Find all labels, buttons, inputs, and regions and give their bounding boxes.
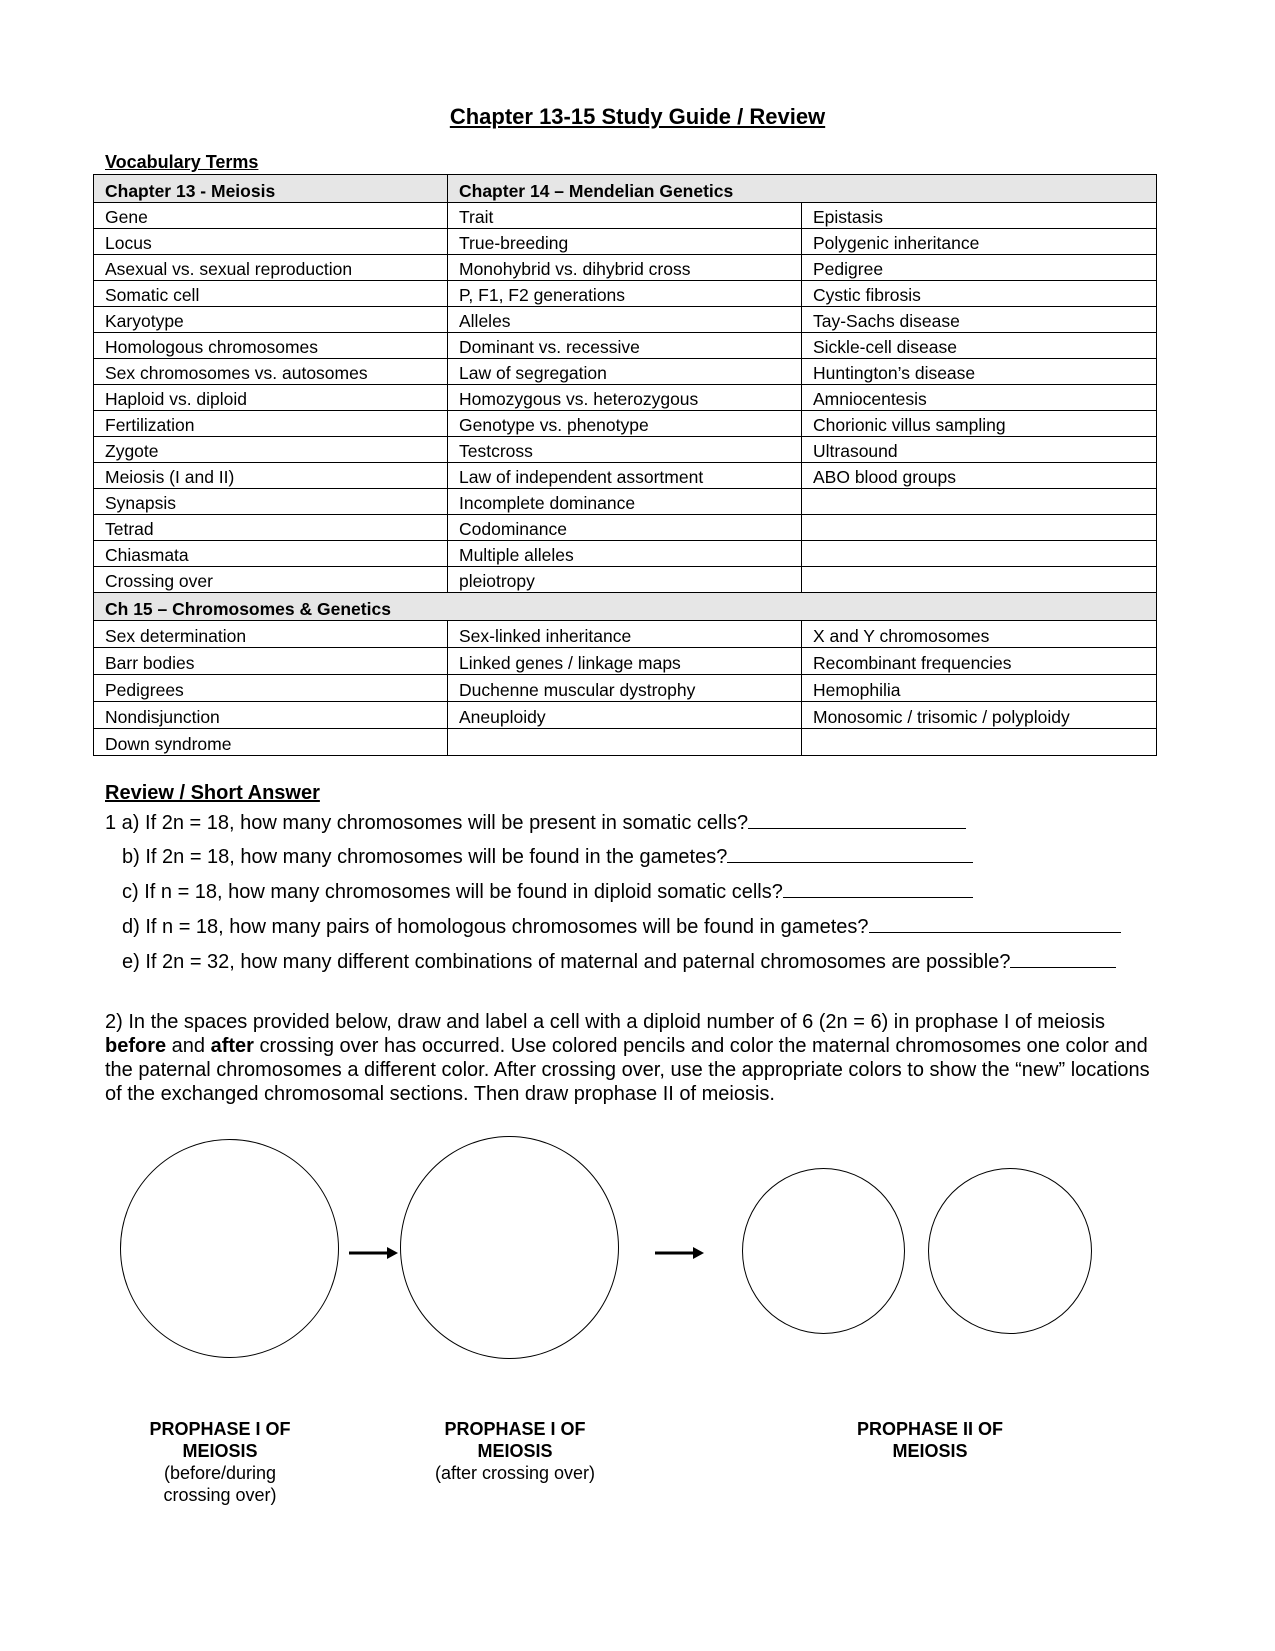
- table-cell: Hemophilia: [802, 675, 1157, 702]
- question-1c-text: c) If n = 18, how many chromosomes will be found in diploid somatic cells?: [122, 881, 783, 903]
- caption-1-note: (before/during: [163, 1463, 277, 1483]
- table-cell: Epistasis: [802, 203, 1157, 229]
- question-2-and: and: [166, 1035, 211, 1057]
- caption-1-note-2: crossing over): [163, 1485, 277, 1505]
- table-cell: Karyotype: [94, 307, 448, 333]
- caption-3-title: PROPHASE II OF: [856, 1419, 1004, 1439]
- table-row: [94, 437, 1157, 463]
- question-1e-text: e) If 2n = 32, how many different combinations of maternal and paternal chromosomes are possible?: [122, 951, 1011, 973]
- table-row: [94, 463, 1157, 489]
- question-1c: [122, 877, 973, 904]
- table-cell: Synapsis: [94, 489, 448, 515]
- table-cell: Gene: [94, 203, 448, 229]
- table-cell: Tetrad: [94, 515, 448, 541]
- table-row: [94, 729, 1157, 756]
- table-cell: [802, 515, 1157, 541]
- table-cell: Dominant vs. recessive: [448, 333, 802, 359]
- table-cell: Cystic fibrosis: [802, 281, 1157, 307]
- caption-3-title-2: MEIOSIS: [892, 1441, 968, 1461]
- question-2-before: before: [105, 1035, 167, 1057]
- caption-1-title: PROPHASE I OF: [149, 1419, 291, 1439]
- question-2-after: after: [210, 1035, 254, 1057]
- table-cell: Law of independent assortment: [448, 463, 802, 489]
- drawing-circle-prophase-2-cell-1[interactable]: [742, 1168, 905, 1334]
- drawing-circle-prophase-2-cell-2[interactable]: [928, 1168, 1092, 1334]
- question-1d-text: d) If n = 18, how many pairs of homologous chromosomes will be found in gametes?: [122, 916, 869, 938]
- answer-blank-1e[interactable]: [1010, 947, 1116, 968]
- table-row: [94, 621, 1157, 648]
- table-cell: Down syndrome: [94, 729, 448, 756]
- question-2: [105, 1010, 1165, 1106]
- ch15-header: Ch 15 – Chromosomes & Genetics: [94, 593, 1157, 621]
- table-cell: X and Y chromosomes: [802, 621, 1157, 648]
- caption-2-title-2: MEIOSIS: [477, 1441, 553, 1461]
- table-cell: [802, 729, 1157, 756]
- table-cell: Sex-linked inheritance: [448, 621, 802, 648]
- table-cell: Alleles: [448, 307, 802, 333]
- table-cell: Chiasmata: [94, 541, 448, 567]
- caption-prophase-2: [830, 1418, 1030, 1462]
- ch14-header: Chapter 14 – Mendelian Genetics: [448, 175, 1157, 203]
- table-cell: Zygote: [94, 437, 448, 463]
- question-1a-text: 1 a) If 2n = 18, how many chromosomes will be present in somatic cells?: [105, 812, 749, 834]
- table-row: [94, 411, 1157, 437]
- table-row: [94, 567, 1157, 593]
- table-cell: Barr bodies: [94, 648, 448, 675]
- table-cell: Linked genes / linkage maps: [448, 648, 802, 675]
- table-cell: Multiple alleles: [448, 541, 802, 567]
- table-cell: [802, 489, 1157, 515]
- arrow-icon: [349, 1246, 399, 1260]
- table-cell: Ultrasound: [802, 437, 1157, 463]
- question-1b-text: b) If 2n = 18, how many chromosomes will be found in the gametes?: [122, 846, 728, 868]
- question-1b: [122, 842, 973, 869]
- table-row: [94, 385, 1157, 411]
- table-cell: Tay-Sachs disease: [802, 307, 1157, 333]
- question-1e: [122, 947, 1116, 974]
- table-cell: Trait: [448, 203, 802, 229]
- table-row: [94, 255, 1157, 281]
- table-cell: [802, 541, 1157, 567]
- table-cell: Duchenne muscular dystrophy: [448, 675, 802, 702]
- table-header-row: [94, 593, 1157, 621]
- table-row: [94, 333, 1157, 359]
- table-cell: Polygenic inheritance: [802, 229, 1157, 255]
- page-title: Chapter 13-15 Study Guide / Review: [449, 104, 826, 129]
- table-cell: Amniocentesis: [802, 385, 1157, 411]
- table-cell: Recombinant frequencies: [802, 648, 1157, 675]
- table-cell: [448, 729, 802, 756]
- table-cell: Homozygous vs. heterozygous: [448, 385, 802, 411]
- table-row: [94, 648, 1157, 675]
- table-cell: Sex chromosomes vs. autosomes: [94, 359, 448, 385]
- answer-blank-1a[interactable]: [748, 808, 966, 829]
- table-cell: Somatic cell: [94, 281, 448, 307]
- table-row: [94, 702, 1157, 729]
- table-cell: [802, 567, 1157, 593]
- answer-blank-1d[interactable]: [869, 912, 1121, 933]
- caption-prophase-1-before: [120, 1418, 320, 1506]
- table-row: [94, 515, 1157, 541]
- table-cell: Pedigrees: [94, 675, 448, 702]
- vocabulary-heading: Vocabulary Terms: [105, 152, 259, 172]
- table-cell: True-breeding: [448, 229, 802, 255]
- table-cell: Fertilization: [94, 411, 448, 437]
- table-cell: Monosomic / trisomic / polyploidy: [802, 702, 1157, 729]
- table-cell: Asexual vs. sexual reproduction: [94, 255, 448, 281]
- arrow-icon: [655, 1246, 705, 1260]
- drawing-circle-prophase-1-before[interactable]: [120, 1139, 339, 1358]
- table-row: [94, 307, 1157, 333]
- question-1d: [122, 912, 1121, 939]
- table-row: [94, 675, 1157, 702]
- table-cell: ABO blood groups: [802, 463, 1157, 489]
- caption-2-title: PROPHASE I OF: [444, 1419, 586, 1439]
- table-row: [94, 229, 1157, 255]
- table-cell: pleiotropy: [448, 567, 802, 593]
- table-cell: Monohybrid vs. dihybrid cross: [448, 255, 802, 281]
- question-2-rest: crossing over has occurred. Use colored pencils and color the maternal chromosomes one color and the paternal chromosomes a different color. After crossing over, use the appropriate colors to show the “new” locations of the exchanged chromosomal sections. Then draw prophase II of meiosis.: [105, 1035, 1150, 1105]
- answer-blank-1c[interactable]: [783, 877, 973, 898]
- table-cell: Homologous chromosomes: [94, 333, 448, 359]
- table-row: [94, 203, 1157, 229]
- table-row: [94, 541, 1157, 567]
- table-row: [94, 489, 1157, 515]
- answer-blank-1b[interactable]: [727, 842, 973, 863]
- table-cell: Meiosis (I and II): [94, 463, 448, 489]
- table-row: [94, 359, 1157, 385]
- table-row: [94, 281, 1157, 307]
- caption-1-title-2: MEIOSIS: [182, 1441, 258, 1461]
- drawing-circle-prophase-1-after[interactable]: [400, 1136, 619, 1359]
- table-cell: P, F1, F2 generations: [448, 281, 802, 307]
- table-cell: Chorionic villus sampling: [802, 411, 1157, 437]
- review-heading: Review / Short Answer: [105, 782, 320, 804]
- table-cell: Haploid vs. diploid: [94, 385, 448, 411]
- table-cell: Crossing over: [94, 567, 448, 593]
- table-cell: Huntington’s disease: [802, 359, 1157, 385]
- caption-2-note: (after crossing over): [434, 1463, 596, 1483]
- table-cell: Testcross: [448, 437, 802, 463]
- ch13-header: Chapter 13 - Meiosis: [94, 175, 448, 203]
- question-2-intro: 2) In the spaces provided below, draw and label a cell with a diploid number of 6 (2n = 6) in prophase I of meiosis: [105, 1011, 1106, 1033]
- table-cell: Genotype vs. phenotype: [448, 411, 802, 437]
- table-header-row: [94, 175, 1157, 203]
- table-cell: Codominance: [448, 515, 802, 541]
- caption-prophase-1-after: [415, 1418, 615, 1484]
- table-cell: Locus: [94, 229, 448, 255]
- question-1a: [105, 808, 966, 835]
- table-cell: Aneuploidy: [448, 702, 802, 729]
- table-cell: Law of segregation: [448, 359, 802, 385]
- table-cell: Sex determination: [94, 621, 448, 648]
- vocabulary-table: [93, 174, 1157, 756]
- table-cell: Incomplete dominance: [448, 489, 802, 515]
- table-cell: Sickle-cell disease: [802, 333, 1157, 359]
- table-cell: Pedigree: [802, 255, 1157, 281]
- table-cell: Nondisjunction: [94, 702, 448, 729]
